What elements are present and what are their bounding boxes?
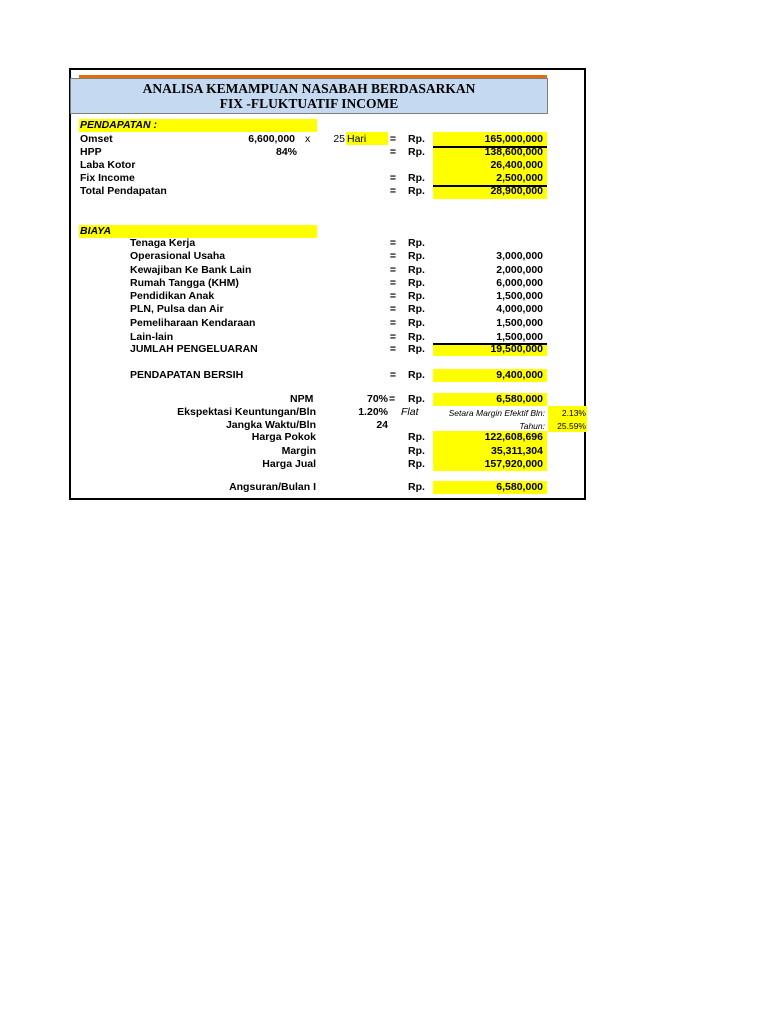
title-box xyxy=(70,78,548,114)
biaya-item-rp: Rp. xyxy=(408,290,425,302)
harga-jual-amount: 157,920,000 xyxy=(484,458,543,470)
biaya-item-label: Rumah Tangga (KHM) xyxy=(130,277,239,289)
biaya-item-rp: Rp. xyxy=(408,237,425,249)
biaya-item-label: Operasional Usaha xyxy=(130,250,226,262)
jumlah-pengeluaran-eq: = xyxy=(389,343,397,355)
laba-kotor-amount: 26,400,000 xyxy=(490,159,543,171)
biaya-item-label: Lain-lain xyxy=(130,331,174,343)
margin-label: Margin xyxy=(281,445,316,457)
biaya-header-highlight xyxy=(79,225,317,238)
omset-rp: Rp. xyxy=(408,133,425,145)
jumlah-pengeluaran-amount: 19,500,000 xyxy=(490,343,543,355)
biaya-item-rp: Rp. xyxy=(408,303,425,315)
jumlah-pengeluaran-label: JUMLAH PENGELUARAN xyxy=(130,343,258,355)
harga-pokok-label: Harga Pokok xyxy=(251,431,316,443)
biaya-header: BIAYA xyxy=(80,225,112,237)
total-pendapatan-rp: Rp. xyxy=(408,185,425,197)
jangka-waktu-value: 24 xyxy=(376,419,388,431)
biaya-item-eq: = xyxy=(389,264,397,276)
biaya-item-amount: 1,500,000 xyxy=(496,331,543,343)
biaya-item-eq: = xyxy=(389,277,397,289)
biaya-item-label: Kewajiban Ke Bank Lain xyxy=(130,264,252,276)
jumlah-pengeluaran-rp: Rp. xyxy=(408,343,425,355)
biaya-item-amount: 4,000,000 xyxy=(496,303,543,315)
harga-jual-label: Harga Jual xyxy=(262,458,316,470)
fix-income-eq: = xyxy=(389,172,397,184)
efektif-tahun-note: Tahun: xyxy=(519,421,545,431)
omset-unit: Hari xyxy=(347,133,367,145)
angsuran-label: Angsuran/Bulan I xyxy=(229,481,316,493)
omset-amount: 165,000,000 xyxy=(484,133,543,145)
biaya-item-rp: Rp. xyxy=(408,250,425,262)
biaya-item-eq: = xyxy=(389,317,397,329)
biaya-item-eq: = xyxy=(389,250,397,262)
total-pendapatan-eq: = xyxy=(389,185,397,197)
angsuran-amount: 6,580,000 xyxy=(496,481,543,493)
npm-label: NPM xyxy=(290,393,314,405)
title-line-1: ANALISA KEMAMPUAN NASABAH BERDASARKAN xyxy=(142,81,476,96)
margin-amount: 35,311,304 xyxy=(491,445,543,457)
laba-kotor-label: Laba Kotor xyxy=(80,159,136,171)
omset-label: Omset xyxy=(80,133,113,145)
biaya-item-amount: 2,000,000 xyxy=(496,264,543,276)
ekspektasi-value: 1.20% xyxy=(358,406,388,418)
omset-eq: = xyxy=(389,133,397,145)
total-pendapatan-amount: 28,900,000 xyxy=(490,185,543,197)
omset-value: 6,600,000 xyxy=(248,133,295,145)
npm-pct: 70% xyxy=(366,393,388,405)
pendapatan-bersih-amount: 9,400,000 xyxy=(496,369,543,381)
pendapatan-header: PENDAPATAN : xyxy=(80,119,157,131)
jangka-waktu-label: Jangka Waktu/Bln xyxy=(225,419,316,431)
biaya-item-label: Pendidikan Anak xyxy=(130,290,215,302)
biaya-item-rp: Rp. xyxy=(408,277,425,289)
biaya-item-rp: Rp. xyxy=(408,317,425,329)
biaya-item-label: PLN, Pulsa dan Air xyxy=(130,303,224,315)
harga-pokok-amount: 122,608,696 xyxy=(484,431,543,443)
biaya-item-eq: = xyxy=(389,331,397,343)
angsuran-rp: Rp. xyxy=(408,481,425,493)
harga-jual-rp: Rp. xyxy=(408,458,425,470)
biaya-item-eq: = xyxy=(389,303,397,315)
biaya-item-amount: 6,000,000 xyxy=(496,277,543,289)
title-line-2: FIX -FLUKTUATIF INCOME xyxy=(219,95,399,111)
biaya-item-label: Pemeliharaan Kendaraan xyxy=(130,317,256,329)
hpp-label: HPP xyxy=(80,146,102,158)
ekspektasi-flat: Flat xyxy=(401,406,419,418)
hpp-amount: 138,600,000 xyxy=(484,146,543,158)
biaya-item-rp: Rp. xyxy=(408,331,425,343)
total-pendapatan-label: Total Pendapatan xyxy=(80,185,167,197)
hpp-eq: = xyxy=(389,146,397,158)
biaya-item-label: Tenaga Kerja xyxy=(130,237,196,249)
pendapatan-bersih-eq: = xyxy=(389,369,397,381)
omset-x: x xyxy=(305,133,311,145)
pendapatan-bersih-label: PENDAPATAN BERSIH xyxy=(130,369,244,381)
ekspektasi-label: Ekspektasi Keuntungan/Bln xyxy=(177,406,316,418)
harga-pokok-rp: Rp. xyxy=(408,431,425,443)
biaya-item-eq: = xyxy=(389,237,397,249)
npm-eq: = xyxy=(389,393,396,405)
fix-income-rp: Rp. xyxy=(408,172,425,184)
efektif-tahun-value: 25.59% xyxy=(557,421,586,431)
biaya-item-amount: 3,000,000 xyxy=(496,250,543,262)
margin-rp: Rp. xyxy=(408,445,425,457)
fix-income-label: Fix Income xyxy=(80,172,135,184)
efektif-bln-note: Setara Margin Efektif Bln: xyxy=(448,408,545,418)
biaya-item-amount: 1,500,000 xyxy=(496,290,543,302)
hpp-pct: 84% xyxy=(275,146,297,158)
npm-amount: 6,580,000 xyxy=(496,393,543,405)
npm-rp: Rp. xyxy=(408,393,425,405)
omset-days: 25 xyxy=(333,133,345,145)
hpp-rp: Rp. xyxy=(408,146,425,158)
biaya-item-amount: 1,500,000 xyxy=(496,317,543,329)
biaya-item-rp: Rp. xyxy=(408,264,425,276)
efektif-bln-value: 2.13% xyxy=(561,408,586,418)
biaya-item-eq: = xyxy=(389,290,397,302)
pendapatan-bersih-rp: Rp. xyxy=(408,369,425,381)
fix-income-amount: 2,500,000 xyxy=(496,172,543,184)
